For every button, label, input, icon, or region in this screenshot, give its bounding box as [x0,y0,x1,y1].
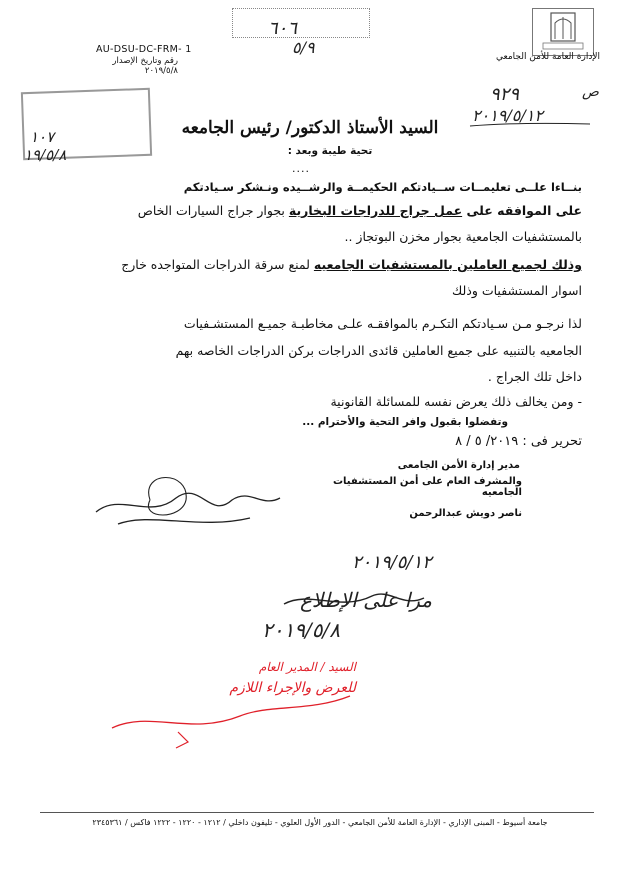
addressee: السيد الأستاذ الدكتور/ رئيس الجامعه [181,118,439,138]
paragraph-2-line-2: اسوار المستشفيات وذلك [451,283,582,298]
footer-divider [40,812,594,813]
outgoing-number: ٩٢٩ [490,84,520,105]
date-value: ٢٠١٩/ ٥ / ٨ [455,434,519,449]
outgoing-date: ٢٠١٩/٥/١٢ [472,106,543,125]
footer-address: جامعة أسيوط - المبنى الإداري - الإدارة العامة للأمن الجامعي - الدور الأول العلوي - تليفون داخلي / ١٢١٢ - ١٢٢٠ - ١٢٢٢ فاكس / ٢٣٤٥٣٦١ [92,818,548,827]
paragraph-3-line-1: لذا نرجـو مـن سـيادتكم التكـرم بالموافقـه علـى مخاطبـة جميـع المستشـفيات [183,316,582,331]
paragraph-3-line-3: داخل تلك الجراج . [487,369,582,384]
red-note-hook [176,732,188,748]
signature-title-2: والمشرف العام على أمن المستشفيات الجامعيه [332,476,522,498]
signature-title-1: مدير إدارة الأمن الجامعى [397,460,520,471]
handwritten-date-2: ٢٠١٩/٥/٨ [262,618,340,642]
paragraph-1-line-1: بنــاءا علــى تعليمــات ســيادتكم الحكيمــة والرشــيده ونـشكر سـيادتكم [183,180,582,194]
red-note-line-2: للعرض والإجراء اللازم [229,680,356,696]
outgoing-date-underline [470,123,590,126]
form-code: AU-DSU-DC-FRM- 1 [96,44,192,55]
paragraph-3-line-2: الجامعيه بالتنبيه على جميع العاملين قائدى الدراجات بركن الدراجات الخاصه بهم [175,343,582,358]
department-name: الإدارة العامة للأمن الجامعي [495,52,600,62]
p2-underlined: وذلك لجميع العاملين بالمستشفيات الجامعيه [313,257,582,272]
p1-prefix: على الموافقه على [462,203,582,218]
signature-name: ناصر دويش عبدالرحمن [409,508,522,519]
p2-suffix: لمنع سرقة الدراجات المتواجده خارج [121,257,314,272]
signature-loop [148,478,186,516]
greeting: تحية طيبة وبعد : [287,145,373,157]
closing: وتفضلوا بقبول وافر التحية والأحترام ... [302,416,508,428]
date-label: تحرير فى : [522,434,582,449]
received-date: ٥/٩ [292,38,315,57]
outgoing-prefix: ص [582,84,599,100]
handwritten-note: مرا على الإطلاع [300,588,432,612]
received-number: ٦٠٦ [268,18,298,39]
separator-dots: .... [292,162,310,175]
red-note-line-1: السيد / المدير العام [258,660,356,674]
p1-underlined: عمل جراج للدراجات البخارية [288,203,463,218]
handwriting-flourish [284,594,424,604]
signature-scribble [96,493,280,524]
incoming-date: ١٩/٥/٨ [24,146,67,164]
red-note-flourish [112,696,350,728]
paragraph-1-line-3: بالمستشفيات الجامعية بجوار مخزن البوتجاز .. [344,229,582,244]
handwritten-date-1: ٢٠١٩/٥/١٢ [352,552,432,573]
issue-label: رقم وتاريخ الإصدار ٢٠١٩/٥/٨ [112,56,178,76]
p1-suffix: بجوار جراج السيارات الخاص [137,203,289,218]
incoming-number: ١٠٧ [30,128,55,146]
paragraph-4: - ومن يخالف ذلك يعرض نفسه للمسائلة القانونية [330,394,582,409]
